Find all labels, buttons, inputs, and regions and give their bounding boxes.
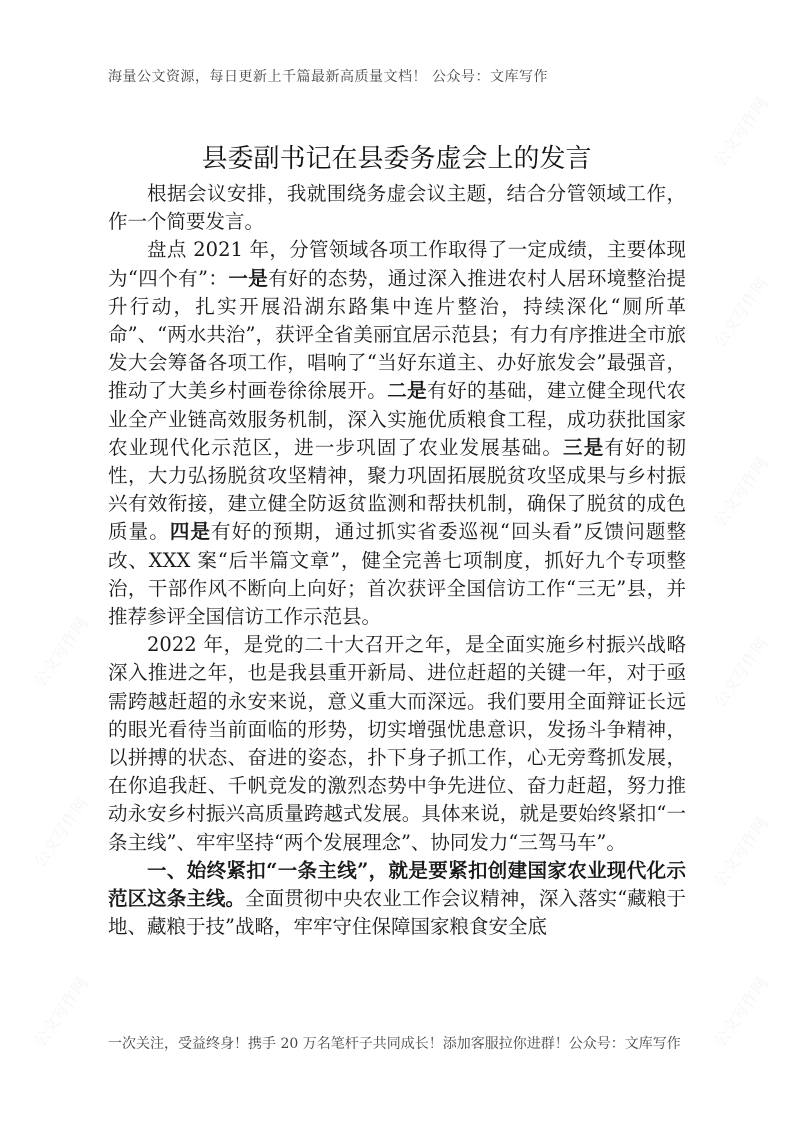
text-run: 全面贯彻中央农业工作会议精神，深入落实“藏粮于地、藏粮于技”战略，牢牢守住保障国家粮食安全底 [108,887,686,939]
paragraph-review [108,236,686,631]
section-heading: 一、始终紧扣“一条主线”，就是要紧扣创建国家农业现代化示范区这条主线。 [108,858,686,911]
page-title: 县委副书记在县委务虚会上的发言 [201,144,592,174]
watermark: 公文写作网 [710,453,772,531]
watermark: 公文写作网 [710,633,772,711]
document-body [108,180,686,941]
watermark: 公文写作网 [710,813,772,891]
footer-note: 一次关注，受益终身！携手 20 万名笔杆子共同成长！添加客服拉你进群！公众号：文库写作 [108,1036,681,1052]
bold-marker: 二是 [387,379,428,403]
watermark: 公文写作网 [30,973,92,1051]
bold-marker: 四是 [169,520,212,544]
text-run: 有好的预期，通过抓实省委巡视“回头看”反馈问题整改、XXX 案“后半篇文章”，健全完善七项制度，抓好九个专项整治，干部作风不断向上向好；首次获评全国信访工作“三无”县，并推荐参评全国信访工作示范县。 [108,520,686,629]
header-note: 海量公文资源，每日更新上千篇最新高质量文档！ 公众号：文库写作 [108,69,548,85]
text-run: 有好的态势，通过深入推进农村人居环境整治提升行动，扎实开展沿湖东路集中连片整治，持续深化“厕所革命”、“两水共治”，获评全省美丽宜居示范县；有力有序推进全市旅发大会筹备各项工作，唱响了“当好东道主、办好旅发会”最强音，推动了大美乡村画卷徐徐展开。 [108,266,686,403]
bold-marker: 一是 [228,266,269,290]
bold-marker: 三是 [563,435,605,459]
watermark: 公文写作网 [30,793,92,871]
watermark: 公文写作网 [710,973,772,1051]
watermark: 公文写作网 [710,273,772,351]
paragraph-intro: 根据会议安排，我就围绕务虚会议主题，结合分管领域工作，作一个简要发言。 [108,182,686,234]
paragraph-section-one [108,857,686,942]
text-run: 有好的韧性，大力弘扬脱贫攻坚精神，聚力巩固拓展脱贫攻坚成果与乡村振兴有效衔接，建立健全防返贫监测和帮扶机制，确保了脱贫的成色质量。 [108,435,686,544]
watermark: 公文写作网 [710,93,772,171]
paragraph-outlook: 2022 年，是党的二十大召开之年，是全面实施乡村振兴战略深入推进之年，也是我县重开新局、进位赶超的关键一年，对于亟需跨越赶超的永安来说，意义重大而深远。我们要用全面辩证长远的眼光看待当前面临的形势，切实增强忧患意识，发扬斗争精神，以拼搏的状态、奋进的姿态，扑下身子抓工作，心无旁骛抓发展，在你追我赶、千帆竞发的激烈态势中争先进位、奋力赶超，努力推动永安乡村振兴高质量跨越式发展。具体来说，就是要始终紧扣“一条主线”、牢牢坚持“两个发展理念”、协同发力“三驾马车”。 [108,633,686,854]
watermark: 公文写作网 [30,613,92,691]
text-run: 有好的基础，建立健全现代农业全产业链高效服务机制，深入实施优质粮食工程，成功获批国家农业现代化示范区，进一步巩固了农业发展基础。 [108,379,686,459]
text-run: 盘点 2021 年，分管领域各项工作取得了一定成绩，主要体现为“四个有”： [108,238,686,290]
